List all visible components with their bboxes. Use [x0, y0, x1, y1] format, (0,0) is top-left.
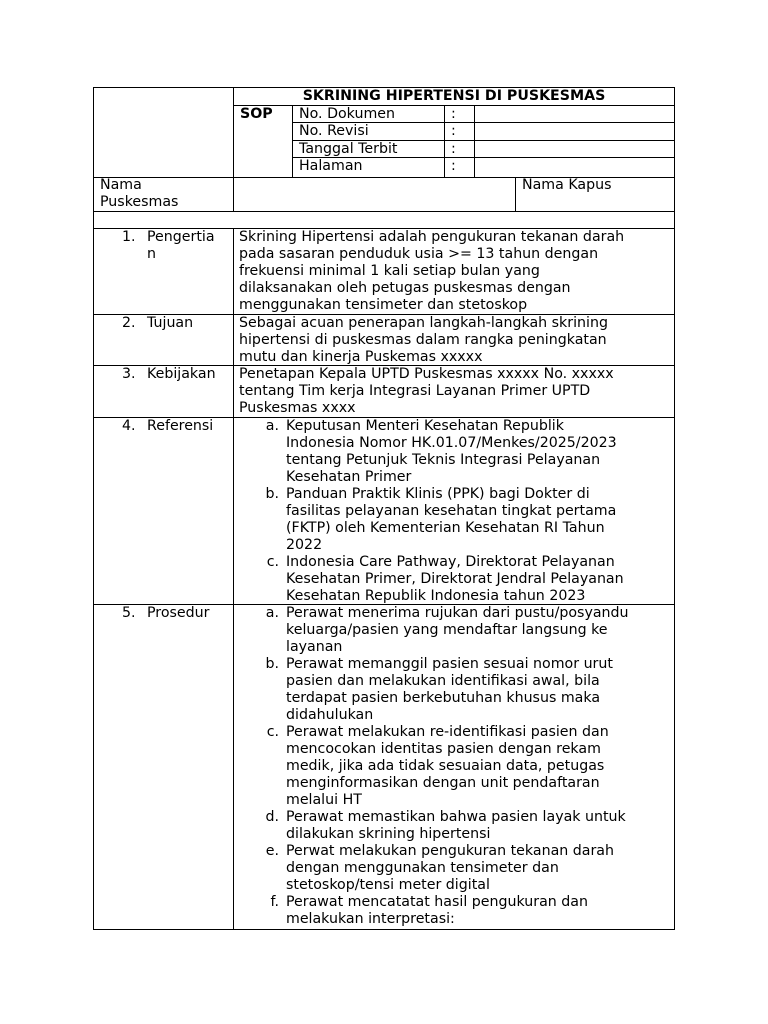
text-line: Indonesia Nomor HK.01.07/Menkes/2025/2023	[286, 435, 617, 451]
document-title: SKRINING HIPERTENSI DI PUSKESMAS	[302, 88, 606, 104]
section-number: 2.	[122, 315, 136, 331]
text-line: Kesehatan Republik Indonesia tahun 2023	[286, 588, 586, 604]
text-line: Kesehatan Primer, Direktorat Jendral Pelayanan	[286, 571, 624, 587]
section-label-kebijakan: Kebijakan	[147, 366, 216, 382]
text-line: Sebagai acuan penerapan langkah-langkah skrining	[239, 315, 608, 331]
field-label-divider	[444, 105, 445, 177]
field-label-halaman: Halaman	[299, 158, 363, 174]
field-label-no-dokumen: No. Dokumen	[299, 106, 395, 122]
text-line: Indonesia Care Pathway, Direktorat Pelayanan	[286, 554, 615, 570]
section-number: 5.	[122, 605, 136, 621]
nama-puskesmas-label: Nama	[100, 177, 142, 193]
field-label-no-revisi: No. Revisi	[299, 123, 369, 139]
text-line: hipertensi di puskesmas dalam rangka peningkatan	[239, 332, 607, 348]
list-item	[261, 724, 671, 809]
list-marker: d.	[265, 809, 279, 825]
list-item	[261, 656, 671, 724]
text-line: Puskesmas xxxx	[239, 400, 356, 416]
text-line: mutu dan kinerja Puskemas xxxxx	[239, 349, 483, 365]
field-sep-divider	[474, 105, 475, 177]
text-line: medik, jika ada tidak sesuaian data, petugas	[286, 758, 605, 774]
field-label-tanggal-terbit: Tanggal Terbit	[299, 141, 398, 157]
text-line: mencocokan identitas pasien dengan rekam	[286, 741, 601, 757]
prosedur-list	[261, 605, 671, 928]
text-line: Perawat memanggil pasien sesuai nomor urut	[286, 656, 613, 672]
sop-divider	[292, 105, 293, 177]
section-col-divider	[233, 228, 234, 930]
text-line: menggunakan tensimeter dan stetoskop	[239, 297, 528, 313]
text-line: Perawat memastikan bahwa pasien layak untuk	[286, 809, 626, 825]
text-line: dengan menggunakan tensimeter dan	[286, 860, 559, 876]
list-marker: a.	[265, 605, 279, 621]
text-line: Skrining Hipertensi adalah pengukuran tekanan darah	[239, 229, 625, 245]
text-line: melakukan interpretasi:	[286, 911, 455, 927]
text-line: layanan	[286, 639, 343, 655]
text-line: Kesehatan Primer	[286, 469, 412, 485]
list-item	[261, 605, 671, 656]
field-sep: :	[451, 123, 456, 139]
field-sep: :	[451, 106, 456, 122]
text-line: (FKTP) oleh Kementerian Kesehatan RI Tahun	[286, 520, 605, 536]
list-item	[261, 894, 671, 928]
section-label-tujuan: Tujuan	[147, 315, 194, 331]
text-line: tentang Petunjuk Teknis Integrasi Pelayanan	[286, 452, 601, 468]
text-line: menginformasikan dengan unit pendaftaran	[286, 775, 600, 791]
kapus-divider	[515, 177, 516, 211]
text-line: dilakukan skrining hipertensi	[286, 826, 491, 842]
text-line: melalui HT	[286, 792, 362, 808]
text-line: Panduan Praktik Klinis (PPK) bagi Dokter di	[286, 486, 590, 502]
list-marker: f.	[270, 894, 279, 910]
text-line: Penetapan Kepala UPTD Puskesmas xxxxx No. xxxxx	[239, 366, 614, 382]
header-left-divider	[233, 87, 234, 211]
section-number: 4.	[122, 418, 136, 434]
nama-kapus-label: Nama Kapus	[522, 177, 612, 193]
list-marker: e.	[265, 843, 279, 859]
section-label-pengertian-cont: n	[147, 246, 156, 262]
text-line: frekuensi minimal 1 kali setiap bulan yang	[239, 263, 540, 279]
text-line: keluarga/pasien yang mendaftar langsung ke	[286, 622, 608, 638]
list-marker: c.	[266, 724, 279, 740]
section-label-pengertian: Pengertia	[147, 229, 215, 245]
section-number: 1.	[122, 229, 136, 245]
section-label-prosedur: Prosedur	[147, 605, 210, 621]
nama-puskesmas-label-cont: Puskesmas	[100, 194, 179, 210]
list-item	[261, 418, 671, 486]
section-label-referensi: Referensi	[147, 418, 214, 434]
list-marker: a.	[265, 418, 279, 434]
pengertian-text	[239, 229, 624, 314]
blank-row-top	[93, 211, 675, 212]
list-marker: c.	[266, 554, 279, 570]
text-line: Keputusan Menteri Kesehatan Republik	[286, 418, 564, 434]
list-marker: b.	[265, 486, 279, 502]
list-item	[261, 554, 671, 605]
text-line: pasien dan melakukan identifikasi awal, bila	[286, 673, 600, 689]
text-line: stetoskop/tensi meter digital	[286, 877, 490, 893]
text-line: tentang Tim kerja Integrasi Layanan Primer UPTD	[239, 383, 591, 399]
text-line: didahulukan	[286, 707, 374, 723]
text-line: fasilitas pelayanan kesehatan tingkat pertama	[286, 503, 617, 519]
field-sep: :	[451, 141, 456, 157]
list-item	[261, 809, 671, 843]
sop-label: SOP	[240, 106, 273, 122]
text-line: 2022	[286, 537, 323, 553]
text-line: Perawat melakukan re-identifikasi pasien dan	[286, 724, 609, 740]
text-line: terdapat pasien berkebutuhan khusus maka	[286, 690, 601, 706]
referensi-list	[261, 418, 671, 605]
tujuan-text	[239, 315, 608, 366]
list-item	[261, 486, 671, 554]
text-line: Perwat melakukan pengukuran tekanan darah	[286, 843, 614, 859]
text-line: Perawat menerima rujukan dari pustu/posyandu	[286, 605, 629, 621]
text-line: dilaksanakan oleh petugas puskesmas dengan	[239, 280, 571, 296]
kebijakan-text	[239, 366, 614, 417]
text-line: pada sasaran penduduk usia >= 13 tahun dengan	[239, 246, 599, 262]
text-line: Perawat mencatatat hasil pengukuran dan	[286, 894, 588, 910]
list-item	[261, 843, 671, 894]
field-sep: :	[451, 158, 456, 174]
list-marker: b.	[265, 656, 279, 672]
section-number: 3.	[122, 366, 136, 382]
